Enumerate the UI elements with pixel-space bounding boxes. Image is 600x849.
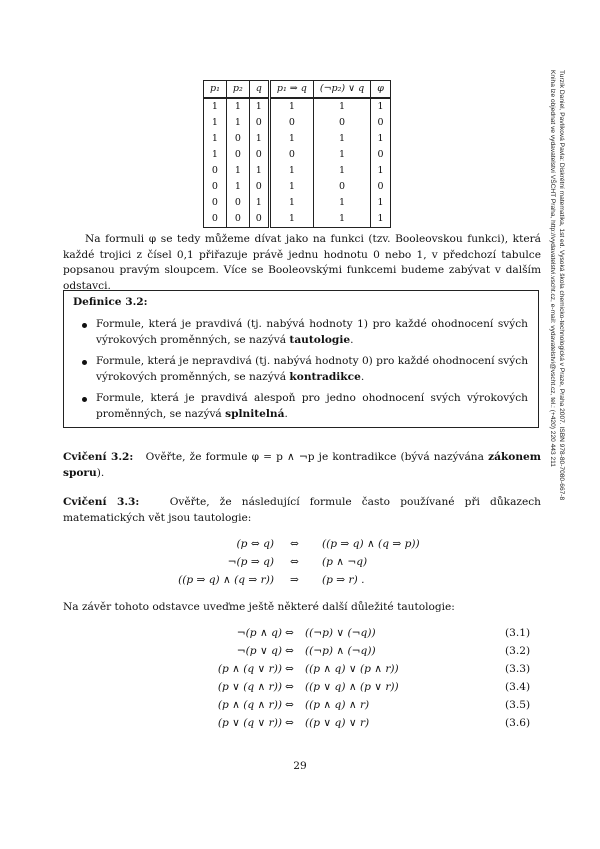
truth-table-cell: 0 [269, 147, 313, 163]
equation-left: (p ⇔ q) [236, 538, 274, 550]
tautology-right: ((p ∨ q) ∧ (p ∨ r)) [305, 681, 399, 693]
side-note-order-info: Kniha lze objednat ve vydavatelství VŠCHT Praha, http://vydavatelstvi.vscht.cz, e-mail: vydavatelstvi@vscht.cz, tel.: (+420) 220 443 211 [549, 70, 556, 467]
truth-table-cell: 0 [249, 147, 269, 163]
truth-table-cell: 1 [371, 211, 391, 228]
definition-box [63, 290, 539, 428]
intro-paragraph: Na formuli φ se tedy můžeme dívat jako na funkci (tzv. Booleovskou funkci), která každé trojici z čísel 0,1 přiřazuje právě jednu hodnotu 0 nebo 1, v předchozí tabulce popsanou pravým sloupcem. Více se Booleovskými funkcemi budeme zabývat v dalším odstavci. [63, 233, 541, 292]
truth-table-row [204, 195, 391, 211]
equation-number: (3.4) [505, 681, 531, 693]
exercise-label: Cvičení 3.3: [63, 496, 140, 508]
side-note [548, 70, 566, 500]
truth-table-cell: 1 [249, 195, 269, 211]
header-p2: p₂ [226, 81, 249, 99]
definition-term: kontradikce [289, 370, 361, 383]
truth-table-cell: 1 [204, 131, 227, 147]
tautology-right: ((¬p) ∧ (¬q)) [305, 645, 376, 657]
truth-table-row [204, 98, 391, 115]
truth-table-header [204, 81, 391, 99]
exercise-term: zákonem sporu [63, 451, 542, 479]
truth-table-cell: 0 [371, 147, 391, 163]
definition-item [82, 317, 528, 348]
truth-table-cell: 0 [313, 115, 370, 131]
truth-table-cell: 1 [371, 195, 391, 211]
bullet-icon [82, 323, 87, 328]
truth-table-cell: 1 [249, 163, 269, 179]
equation-right: (p ∧ ¬q) [322, 556, 368, 568]
tautology-left: (p ∨ (q ∨ r)) [217, 717, 282, 729]
exercise-end: ). [96, 466, 105, 479]
truth-table [203, 80, 391, 228]
definition-item-end: . [360, 370, 365, 383]
tautology-left: (p ∧ (q ∧ r)) [217, 699, 282, 711]
tautology-left: (p ∨ (q ∧ r)) [217, 681, 282, 693]
definition-term: tautologie [289, 333, 351, 346]
truth-table-cell: 1 [226, 163, 249, 179]
definition-item-text: Formule, která je pravdivá (tj. nabývá hodnoty 1) pro každé ohodnocení svých výrokových proměnných, se nazývá [96, 318, 528, 346]
truth-table-row [204, 147, 391, 163]
truth-table-row [204, 179, 391, 195]
truth-table-cell: 1 [204, 98, 227, 115]
truth-table-cell: 0 [204, 163, 227, 179]
definition-title: Definice 3.2: [73, 296, 148, 308]
truth-table-cell: 1 [226, 179, 249, 195]
definition-item-text: Formule, která je pravdivá alespoň pro jedno ohodnocení svých výrokových proměnných, se nazývá [96, 392, 528, 420]
truth-table-cell: 1 [313, 163, 370, 179]
tautology-operator: ⇔ [285, 663, 294, 675]
equation-left: ((p ⇒ q) ∧ (q ⇒ r)) [178, 574, 274, 586]
tautology-left: ¬(p ∨ q) [236, 645, 282, 657]
tautology-right: ((p ∨ q) ∨ r) [305, 717, 370, 729]
tautology-right: ((p ∧ q) ∨ (p ∧ r)) [305, 663, 399, 675]
truth-table-cell: 1 [371, 163, 391, 179]
definition-item [82, 391, 528, 422]
truth-table-cell: 1 [226, 115, 249, 131]
truth-table-cell: 0 [249, 115, 269, 131]
closing-sentence: Na závěr tohoto odstavce uveďme ještě některé další důležité tautologie: [63, 601, 455, 613]
truth-table-cell: 0 [249, 179, 269, 195]
definition-term: splnitelná [225, 407, 285, 420]
equation-right: (p ⇒ r) . [322, 574, 365, 586]
truth-table-row [204, 211, 391, 228]
truth-table-cell: 0 [269, 115, 313, 131]
truth-table-cell: 1 [269, 163, 313, 179]
truth-table-row [204, 163, 391, 179]
definition-item-end: . [284, 407, 288, 420]
truth-table-cell: 0 [204, 211, 227, 228]
equation-operator: ⇔ [290, 538, 299, 550]
truth-table-cell: 1 [269, 131, 313, 147]
truth-table-cell: 1 [313, 195, 370, 211]
truth-table-cell: 1 [269, 98, 313, 115]
truth-table-cell: 0 [226, 211, 249, 228]
definition-item-end: . [350, 333, 354, 346]
side-note-citation: Turzík Daniel, Pavlíková Pavla: Diskrétní matematika, 1st ed. Vysoká škola chemicko-technologická v Praze, Praha 2007. ISBN 978-80-7080-667-8 [558, 70, 565, 501]
equation-operator: ⇒ [290, 574, 299, 586]
equation-left: ¬(p ⇒ q) [227, 556, 274, 568]
truth-table-cell: 1 [249, 131, 269, 147]
header-q: q [249, 81, 269, 99]
header-p1: p₁ [204, 81, 227, 99]
truth-table-cell: 1 [269, 211, 313, 228]
exercise-text: Ověřte, že formule φ = p ∧ ¬p je kontradikce (bývá nazývána [145, 451, 489, 463]
truth-table-cell: 0 [226, 147, 249, 163]
truth-table-cell: 0 [371, 179, 391, 195]
header-p1-implies-q: p₁ ⇒ q [269, 81, 313, 99]
header-phi: φ [371, 81, 391, 99]
truth-table-cell: 1 [226, 98, 249, 115]
truth-table-cell: 1 [313, 131, 370, 147]
exercise-3-3 [63, 495, 541, 526]
truth-table-cell: 1 [313, 147, 370, 163]
equation-operator: ⇔ [290, 556, 299, 568]
tautology-left: ¬(p ∧ q) [236, 627, 282, 639]
truth-table-cell: 0 [313, 179, 370, 195]
equation-number: (3.6) [505, 717, 531, 729]
equation-number: (3.3) [505, 663, 531, 675]
equation-right: ((p ⇒ q) ∧ (q ⇒ p)) [322, 538, 420, 550]
definition-item [82, 354, 528, 385]
tautology-operator: ⇔ [285, 645, 294, 657]
bullet-icon [82, 397, 87, 402]
truth-table-cell: 1 [269, 195, 313, 211]
exercise-text: Ověřte, že následující formule často používané při důkazech matematických vět jsou tautologie: [63, 496, 541, 524]
truth-table-cell: 0 [204, 179, 227, 195]
exercise-3-2 [63, 450, 541, 481]
equation-number: (3.2) [505, 645, 531, 657]
truth-table-row [204, 115, 391, 131]
definition-item-text: Formule, která je nepravdivá (tj. nabývá hodnoty 0) pro každé ohodnocení svých výrokových proměnných, se nazývá [96, 355, 529, 383]
tautology-operator: ⇔ [285, 717, 294, 729]
truth-table-cell: 1 [371, 98, 391, 115]
header-not-p2-or-q: (¬p₂) ∨ q [313, 81, 370, 99]
truth-table-cell: 0 [371, 115, 391, 131]
truth-table-cell: 0 [249, 211, 269, 228]
truth-table-cell: 0 [226, 195, 249, 211]
tautology-right: ((¬p) ∨ (¬q)) [305, 627, 376, 639]
tautology-operator: ⇔ [285, 627, 294, 639]
truth-table-cell: 1 [249, 98, 269, 115]
equation-number: (3.1) [505, 627, 531, 639]
tautology-left: (p ∧ (q ∨ r)) [217, 663, 282, 675]
bullet-icon [82, 360, 87, 365]
page-number: 29 [293, 760, 307, 772]
truth-table-cell: 1 [269, 179, 313, 195]
tautology-operator: ⇔ [285, 699, 294, 711]
tautology-right: ((p ∧ q) ∧ r) [305, 699, 370, 711]
truth-table-cell: 1 [204, 147, 227, 163]
exercise-label: Cvičení 3.2: [63, 451, 134, 463]
tautology-operator: ⇔ [285, 681, 294, 693]
truth-table-cell: 1 [371, 131, 391, 147]
truth-table-cell: 1 [313, 211, 370, 228]
truth-table-cell: 0 [226, 131, 249, 147]
truth-table-cell: 1 [204, 115, 227, 131]
truth-table-cell: 0 [204, 195, 227, 211]
truth-table-row [204, 131, 391, 147]
equation-number: (3.5) [505, 699, 531, 711]
truth-table-cell: 1 [313, 98, 370, 115]
